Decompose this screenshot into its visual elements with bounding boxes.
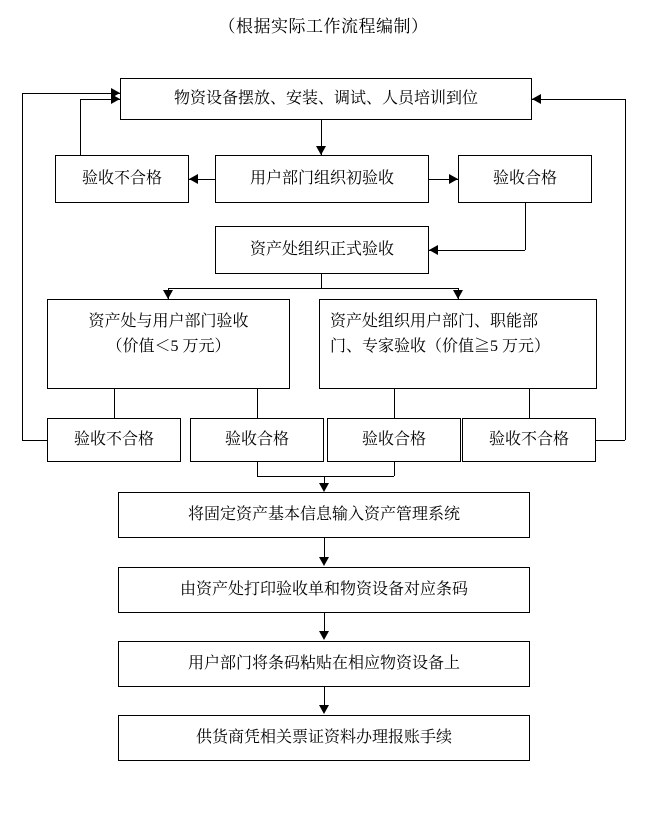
node-result-failed-left: 验收不合格 (47, 418, 181, 462)
diagram-subtitle: （根据实际工作流程编制） (218, 17, 429, 36)
node-print-receipt-barcode: 由资产处打印验收单和物资设备对应条码 (118, 567, 530, 613)
node-equipment-setup: 物资设备摆放、安装、调试、人员培训到位 (120, 78, 532, 120)
connector-failed-left-out (22, 440, 47, 441)
arrowhead-merge-to-input-info (319, 483, 329, 492)
connector-passed-to-formal (429, 250, 525, 251)
connector-n6-to-n7 (324, 538, 325, 558)
node-asset-office-with-experts-line2: 门、专家验收（价值≧5 万元） (330, 337, 551, 355)
connector-right-branch-to-failed (529, 389, 530, 418)
connector-formal-down (321, 274, 322, 288)
node-user-dept-initial-inspection: 用户部门组织初验收 (215, 155, 429, 203)
arrowhead-failed-right-to-n1 (532, 94, 541, 104)
connector-failed-left-to-n1 (22, 93, 120, 94)
node-result-passed-left: 验收合格 (190, 418, 324, 462)
arrowhead-formal-to-right-branch (453, 290, 463, 299)
connector-merge-bus (257, 476, 394, 477)
connector-n7-to-n8 (324, 613, 325, 633)
node-attach-barcode: 用户部门将条码粘贴在相应物资设备上 (118, 641, 530, 687)
arrowhead-passed-to-formal (429, 245, 438, 255)
arrowhead-n8-to-n9 (319, 705, 329, 714)
connector-n8-to-n9 (324, 687, 325, 707)
connector-failed-right-to-n1 (532, 99, 625, 100)
node-input-asset-info: 将固定资产基本信息输入资产管理系统 (118, 492, 530, 538)
connector-passed-down (525, 203, 526, 250)
node-asset-office-with-user-dept-line2: （价值＜5 万元） (106, 337, 231, 355)
connector-left-branch-to-passed (257, 389, 258, 418)
node-result-passed-right: 验收合格 (327, 418, 461, 462)
node-asset-office-formal-inspection: 资产处组织正式验收 (215, 226, 429, 274)
arrowhead-initial-to-passed (449, 174, 458, 184)
arrowhead-formal-to-left-branch (163, 290, 173, 299)
connector-failed-right-riser (625, 99, 626, 440)
arrowhead-n7-to-n8 (319, 631, 329, 640)
node-initial-inspection-passed: 验收合格 (458, 155, 592, 203)
arrowhead-initial-to-failed (189, 174, 198, 184)
node-asset-office-with-user-dept (47, 299, 290, 389)
connector-formal-split-bus (168, 288, 458, 289)
arrowhead-n1-to-initial (316, 146, 326, 155)
connector-failed-up (80, 99, 81, 155)
node-result-failed-right: 验收不合格 (462, 418, 596, 462)
node-asset-office-with-experts-line1: 资产处组织用户部门、职能部 (330, 313, 539, 330)
node-asset-office-with-experts (319, 299, 597, 389)
node-supplier-reimbursement: 供货商凭相关票证资料办理报账手续 (118, 715, 530, 761)
arrowhead-failed-left-to-n1 (111, 88, 120, 98)
node-asset-office-with-user-dept-line1: 资产处与用户部门验收 (88, 313, 249, 330)
node-initial-inspection-failed: 验收不合格 (55, 155, 189, 203)
connector-failed-left-riser (22, 93, 23, 440)
arrowhead-n6-to-n7 (319, 557, 329, 566)
connector-passed-right-down (394, 462, 395, 476)
connector-passed-left-down (257, 462, 258, 476)
connector-right-branch-to-passed (394, 389, 395, 418)
connector-left-branch-to-failed (114, 389, 115, 418)
connector-failed-right-out (596, 440, 625, 441)
